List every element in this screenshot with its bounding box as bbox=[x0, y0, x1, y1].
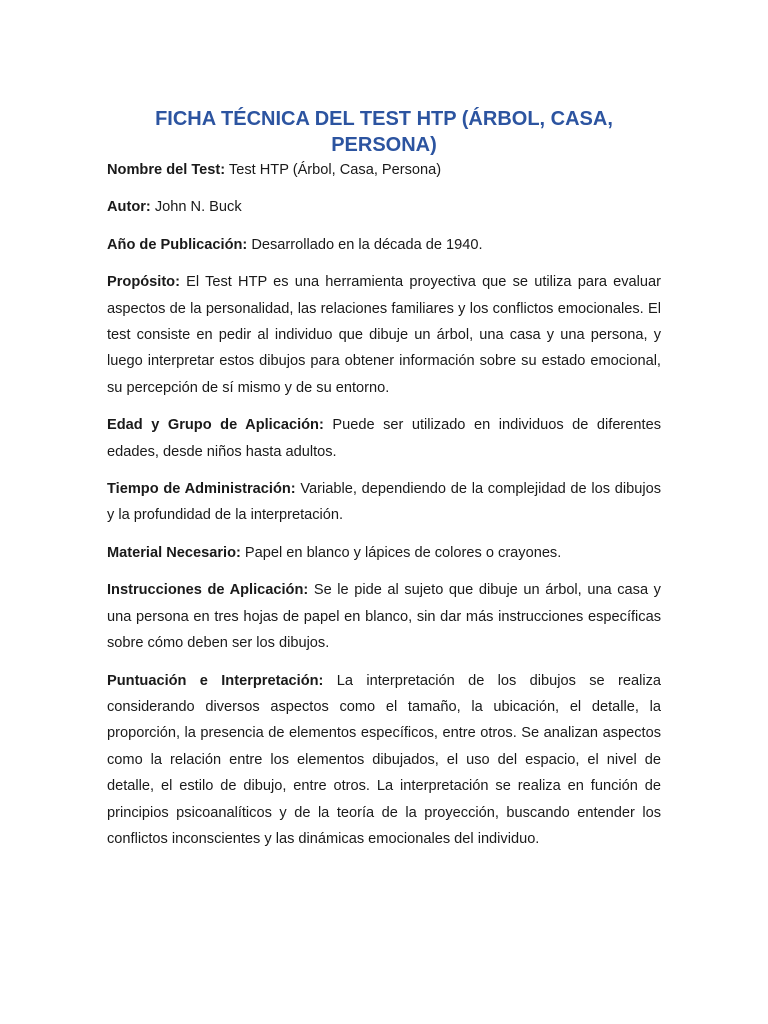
field-age-group bbox=[107, 412, 661, 465]
field-required-material-value: Papel en blanco y lápices de colores o crayones. bbox=[240, 544, 562, 561]
field-purpose-label: Propósito: bbox=[107, 274, 180, 291]
field-age-group-label: Edad y Grupo de Aplicación: bbox=[107, 417, 324, 434]
field-application-instructions-label: Instrucciones de Aplicación: bbox=[107, 582, 309, 599]
field-purpose-value: El Test HTP es una herramienta proyectiva que se utiliza para evaluar aspectos de la personalidad, las relaciones familiares y los conflictos emocionales. El test consiste en pedir al individuo que dibuje un árbol, una casa y una persona, y luego interpretar estos dibujos para obtener información sobre su estado emocional, su percepción de sí mismo y de su entorno. bbox=[107, 274, 661, 396]
field-required-material-label: Material Necesario: bbox=[107, 544, 241, 561]
field-scoring-interpretation-label: Puntuación e Interpretación: bbox=[107, 672, 324, 689]
field-publication-year-label: Año de Publicación: bbox=[107, 236, 248, 253]
field-author-label: Autor: bbox=[107, 199, 151, 216]
document-page bbox=[107, 106, 661, 852]
field-administration-time-label: Tiempo de Administración: bbox=[107, 481, 296, 498]
field-author bbox=[107, 194, 661, 220]
document-title: FICHA TÉCNICA DEL TEST HTP (ÁRBOL, CASA, PERSONA) bbox=[155, 108, 613, 156]
field-test-name-value: Test HTP (Árbol, Casa, Persona) bbox=[225, 162, 442, 178]
field-publication-year bbox=[107, 232, 661, 258]
field-required-material bbox=[107, 540, 661, 566]
field-administration-time bbox=[107, 476, 661, 529]
field-test-name bbox=[107, 157, 661, 183]
field-scoring-interpretation bbox=[107, 668, 661, 853]
field-application-instructions-value: Se le pide al sujeto que dibuje un árbol, una casa y una persona en tres hojas de papel en blanco, sin dar más instrucciones específicas sobre cómo deben ser los dibujos. bbox=[107, 582, 661, 652]
field-scoring-interpretation-value: La interpretación de los dibujos se realiza considerando diversos aspectos como el tamaño, la ubicación, el detalle, la proporción, la presencia de elementos específicos, entre otros. Se analizan aspectos como la relación entre los elementos dibujados, el uso del espacio, el nivel de detalle, el estilo de dibujo, entre otros. La interpretación se realiza en función de principios psicoanalíticos y de la teoría de la proyección, buscando entender los conflictos inconscientes y las dinámicas emocionales del individuo. bbox=[107, 672, 661, 847]
field-age-group-value: Puede ser utilizado en individuos de diferentes edades, desde niños hasta adultos. bbox=[107, 417, 661, 460]
field-administration-time-value: Variable, dependiendo de la complejidad de los dibujos y la profundidad de la interpretación. bbox=[107, 481, 661, 524]
field-purpose bbox=[107, 269, 661, 401]
field-application-instructions bbox=[107, 577, 661, 656]
field-author-value: John N. Buck bbox=[150, 199, 242, 216]
field-test-name-label: Nombre del Test: bbox=[107, 162, 226, 178]
field-publication-year-value: Desarrollado en la década de 1940. bbox=[247, 236, 483, 253]
